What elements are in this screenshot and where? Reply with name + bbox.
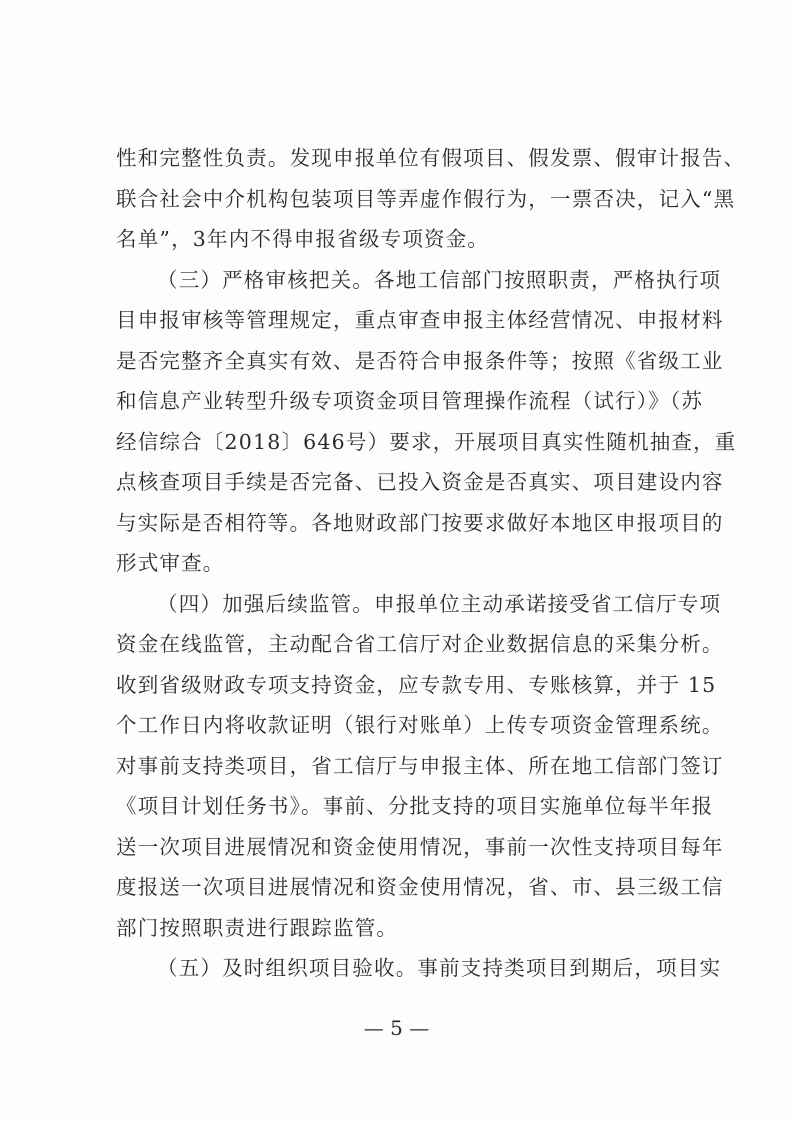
text-line: 和信息产业转型升级专项资金项目管理操作流程（试行）》（苏 [116,389,704,413]
text-line: 资金在线监管，主动配合省工信厅对企业数据信息的采集分析。 [116,632,724,656]
document-body [116,138,746,989]
text-line: 点核查项目手续是否完备、已投入资金是否真实、项目建设内容 [116,470,724,494]
text-line: 个工作日内将收款证明（银行对账单）上传专项资金管理系统。 [116,713,724,737]
text-line: 对事前支持类项目，省工信厅与申报主体、所在地工信部门签订 [116,753,724,778]
text-line: 收到省级财政专项支持资金，应专款专用、专账核算，并于 15 [116,672,717,697]
text-line: 经信综合〔2018〕646号）要求，开展项目真实性随机抽查，重 [116,429,737,454]
text-line: 《项目计划任务书》。事前、分批支持的项目实施单位每半年报 [116,794,714,818]
text-line: 送一次项目进展情况和资金使用情况，事前一次性支持项目每年 [116,834,724,859]
text-line: 形式审查。 [116,551,225,575]
page-number: — 5 — [363,1016,430,1040]
text-line: 度报送一次项目进展情况和资金使用情况，省、市、县三级工信 [116,875,724,899]
text-line: （三）严格审核把关。各地工信部门按照职责，严格执行项 [157,267,722,292]
text-line: （五）及时组织项目验收。事前支持类项目到期后，项目实 [157,956,722,980]
text-line: 性和完整性负责。发现申报单位有假项目、假发票、假审计报告、 [116,146,746,170]
text-line: 联合社会中介机构包装项目等弄虚作假行为，一票否决，记入“黑 [116,186,736,211]
text-line: 是否完整齐全真实有效、是否符合申报条件等；按照《省级工业 [116,348,724,373]
text-line: 目申报审核等管理规定，重点审查申报主体经营情况、申报材料 [116,308,724,332]
text-line: 与实际是否相符等。各地财政部门按要求做好本地区申报项目的 [116,510,724,535]
text-line: 名单”，3年内不得申报省级专项资金。 [116,227,490,251]
text-line: 部门按照职责进行跟踪监管。 [116,915,399,940]
text-line: （四）加强后续监管。申报单位主动承诺接受省工信厅专项 [157,591,722,616]
